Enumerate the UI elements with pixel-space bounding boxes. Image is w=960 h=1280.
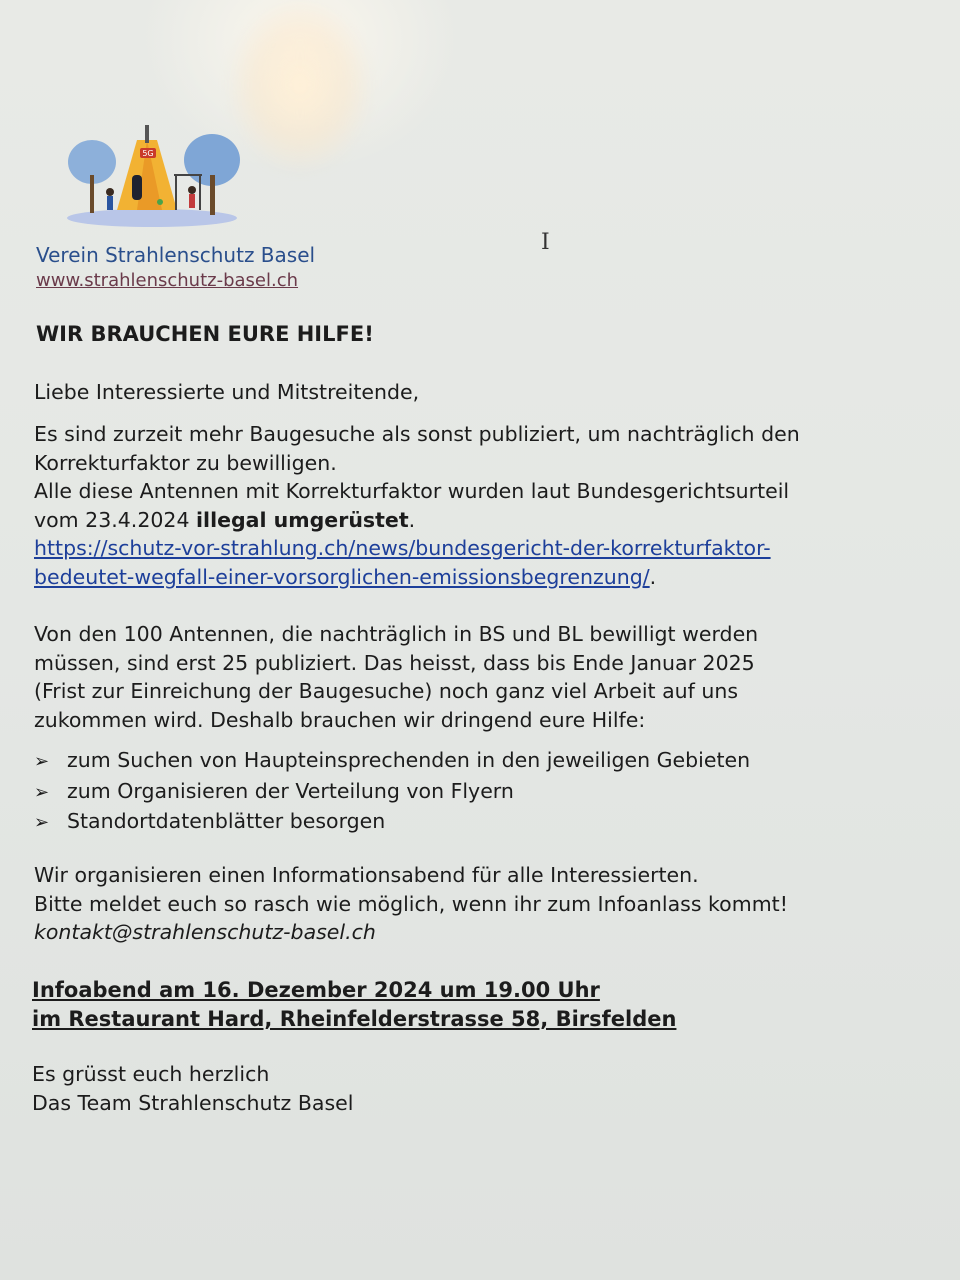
article-link[interactable]: bedeutet-wegfall-einer-vorsorglichen-emissionsbegrenzung/ <box>34 564 650 589</box>
paragraph-line: zukommen wird. Deshalb brauchen wir dringend eure Hilfe: <box>34 707 646 732</box>
arrow-bullet-icon: ➢ <box>34 812 50 833</box>
greeting <box>34 378 934 407</box>
list-item <box>34 746 750 777</box>
period: . <box>649 564 657 589</box>
list-item <box>34 777 750 808</box>
paragraph-line <box>34 506 934 535</box>
help-bullet-list <box>34 746 750 838</box>
text-cursor-icon: I <box>541 230 550 255</box>
paragraph-3 <box>34 861 934 947</box>
organization-website-link[interactable]: www.strahlenschutz-basel.ch <box>36 270 299 291</box>
bullet-text: Standortdatenblätter besorgen <box>67 809 386 833</box>
paragraph-line: müssen, sind erst 25 publiziert. Das heisst, dass bis Ende Januar 2025 <box>34 650 755 675</box>
list-item <box>34 807 750 838</box>
illegal-emphasis: illegal umgerüstet <box>196 507 409 532</box>
article-link-row <box>34 534 934 563</box>
paragraph-line: Alle diese Antennen mit Korrekturfaktor wurden laut Bundesgerichtsurteil <box>34 479 790 503</box>
event-location: im Restaurant Hard, Rheinfelderstrasse 58, Birsfelden <box>32 1007 677 1031</box>
event-details <box>32 976 676 1034</box>
period: . <box>408 507 416 532</box>
paragraph-line: Bitte meldet euch so rasch wie möglich, wenn ihr zum Infoanlass kommt! <box>34 891 788 916</box>
bullet-text: zum Organisieren der Verteilung von Flyern <box>67 778 514 803</box>
paragraph-line: Korrekturfaktor zu bewilligen. <box>34 450 337 475</box>
headline: WIR BRAUCHEN EURE HILFE! <box>36 322 374 346</box>
closing-signature <box>32 1060 353 1118</box>
paragraph-line: Es sind zurzeit mehr Baugesuche als sonst publiziert, um nachträglich den <box>34 422 800 446</box>
article-link-row <box>34 563 934 592</box>
playground-antenna-logo-icon <box>62 120 242 230</box>
paragraph-1 <box>34 420 934 591</box>
article-link[interactable]: https://schutz-vor-strahlung.ch/news/bundesgericht-der-korrekturfaktor- <box>34 536 771 560</box>
event-date: Infoabend am 16. Dezember 2024 um 19.00 Uhr <box>32 978 600 1002</box>
paragraph-line: Wir organisieren einen Informationsabend für alle Interessierten. <box>34 863 699 887</box>
screen-glare <box>230 0 370 170</box>
organization-name: Verein Strahlenschutz Basel <box>36 243 316 267</box>
logo-badge-text: 5G <box>142 149 154 158</box>
paragraph-2 <box>34 620 934 734</box>
bullet-text: zum Suchen von Haupteinsprechenden in den jeweiligen Gebieten <box>67 748 751 772</box>
date-text: vom 23.4.2024 <box>34 507 197 532</box>
arrow-bullet-icon: ➢ <box>34 781 50 803</box>
arrow-bullet-icon: ➢ <box>34 751 50 772</box>
closing-greeting: Es grüsst euch herzlich <box>32 1062 270 1086</box>
closing-team: Das Team Strahlenschutz Basel <box>32 1091 354 1115</box>
greeting-text: Liebe Interessierte und Mitstreitende, <box>34 380 420 404</box>
contact-email[interactable]: kontakt@strahlenschutz-basel.ch <box>34 920 376 944</box>
paragraph-line: Von den 100 Antennen, die nachträglich in BS und BL bewilligt werden <box>34 622 759 646</box>
paragraph-line: (Frist zur Einreichung der Baugesuche) noch ganz viel Arbeit auf uns <box>34 679 739 703</box>
